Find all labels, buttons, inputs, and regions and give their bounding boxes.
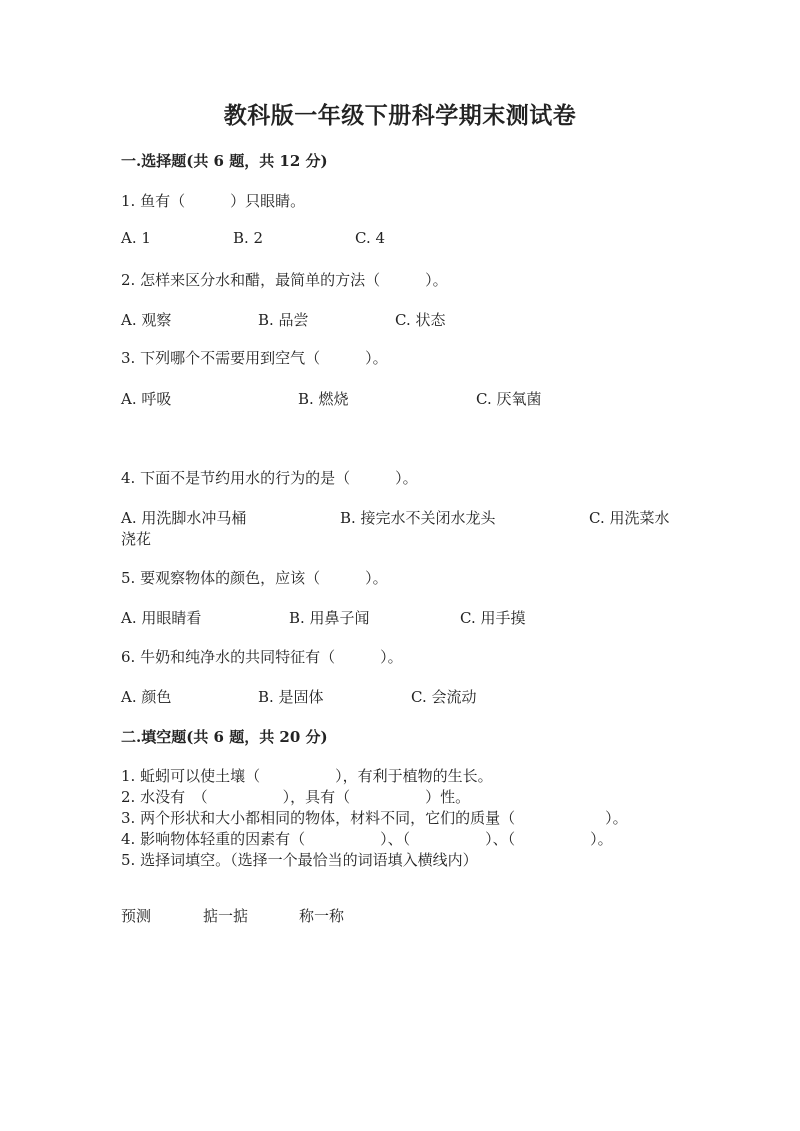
question-6-option-c: C. 会流动 <box>411 688 477 706</box>
question-3-option-b: B. 燃烧 <box>298 390 349 408</box>
question-4-option-a: A. 用洗脚水冲马桶 <box>121 509 247 527</box>
question-1-option-b: B. 2 <box>233 229 264 247</box>
question-1-option-c: C. 4 <box>355 229 386 247</box>
question-6-option-b: B. 是固体 <box>258 688 324 706</box>
question-6-stem: 6. 牛奶和纯净水的共同特征有（ ）。 <box>121 648 403 666</box>
fill-blank-3: 3. 两个形状和大小都相同的物体，材料不同，它们的质量（ ）。 <box>121 809 628 827</box>
question-3-stem: 3. 下列哪个不需要用到空气（ ）。 <box>121 349 388 367</box>
question-2-option-c: C. 状态 <box>395 311 446 329</box>
question-3-option-c: C. 厌氧菌 <box>476 390 542 408</box>
question-5-option-c: C. 用手摸 <box>460 609 526 627</box>
question-6-option-a: A. 颜色 <box>121 688 172 706</box>
question-4-stem: 4. 下面不是节约用水的行为的是（ ）。 <box>121 469 418 487</box>
fill-blank-4: 4. 影响物体轻重的因素有（ ）、（ ）、（ ）。 <box>121 830 613 848</box>
question-5-option-b: B. 用鼻子闻 <box>289 609 370 627</box>
question-2-option-b: B. 品尝 <box>258 311 309 329</box>
word-choice-3: 称一称 <box>299 907 345 925</box>
question-5-stem: 5. 要观察物体的颜色，应该（ ）。 <box>121 569 388 587</box>
question-4-option-c-wrap: 浇花 <box>121 530 152 548</box>
question-4-option-b: B. 接完水不关闭水龙头 <box>340 509 496 527</box>
section2-heading: 二.填空题(共 6 题，共 20 分) <box>121 728 328 746</box>
question-4-option-c: C. 用洗菜水 <box>589 509 670 527</box>
question-1-stem: 1. 鱼有（ ）只眼睛。 <box>121 192 306 210</box>
fill-blank-2: 2. 水没有 （ ），具有（ ）性。 <box>121 788 471 806</box>
word-choice-1: 预测 <box>121 907 152 925</box>
section1-heading: 一.选择题(共 6 题，共 12 分) <box>121 152 328 170</box>
page-title: 教科版一年级下册科学期末测试卷 <box>223 102 577 129</box>
question-2-stem: 2. 怎样来区分水和醋，最简单的方法（ ）。 <box>121 271 448 289</box>
question-1-option-a: A. 1 <box>121 229 151 247</box>
question-3-option-a: A. 呼吸 <box>121 390 172 408</box>
question-2-option-a: A. 观察 <box>121 311 172 329</box>
question-5-option-a: A. 用眼睛看 <box>121 609 202 627</box>
word-choice-2: 掂一掂 <box>203 907 249 925</box>
fill-blank-5: 5. 选择词填空。（选择一个最恰当的词语填入横线内） <box>121 851 478 869</box>
fill-blank-1: 1. 蚯蚓可以使土壤（ ），有利于植物的生长。 <box>121 767 493 785</box>
